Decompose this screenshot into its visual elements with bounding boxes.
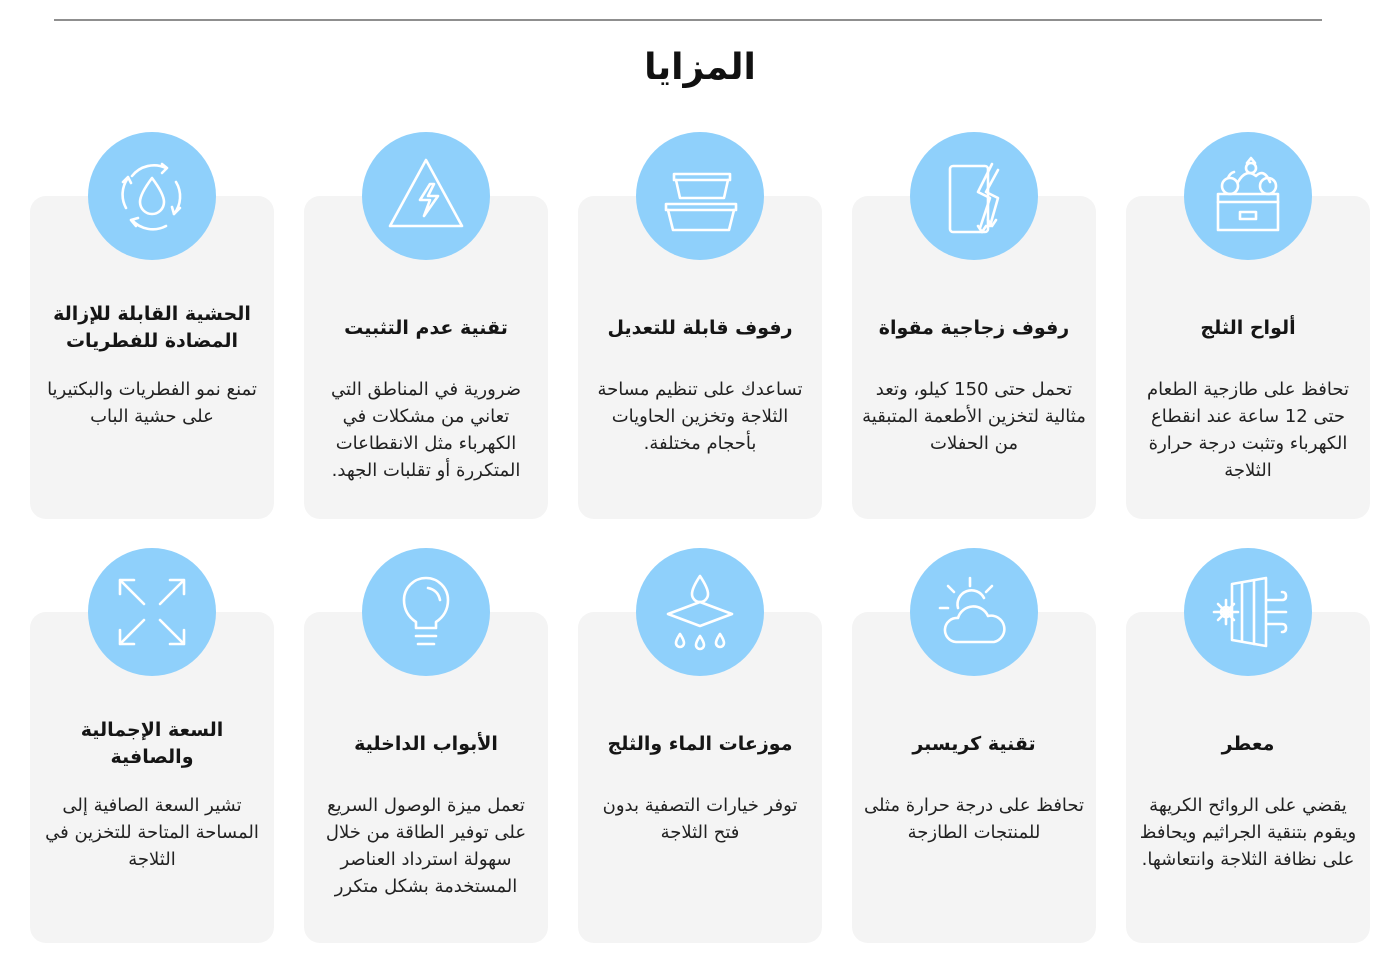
feature-title: موزعات الماء والثلج	[607, 732, 793, 755]
expand-arrows-icon	[88, 548, 216, 676]
feature-description: تشير السعة الصافية إلى المساحة المتاحة للتخزين في الثلاجة	[45, 795, 259, 870]
tempered-glass-shelf-icon	[910, 132, 1038, 260]
feature-title: تقنية عدم التثبيت	[344, 316, 508, 339]
feature-description: تحمل حتى 150 كيلو، وتعد مثالية لتخزين الأطعمة المتبقية من الحفلات	[862, 379, 1086, 454]
feature-card-capacity	[30, 612, 274, 943]
feature-title: ألواح الثلج	[1200, 316, 1296, 339]
feature-card-removable-gasket	[30, 196, 274, 519]
feature-description: توفر خيارات التصفية بدون فتح الثلاجة	[602, 795, 798, 843]
feature-description: تحافظ على طازجية الطعام حتى 12 ساعة عند انقطاع الكهرباء وتثبت درجة حرارة الثلاجة	[1147, 379, 1349, 481]
feature-title: رفوف زجاجية مقواة	[878, 316, 1070, 339]
feature-card-crisper	[852, 612, 1096, 943]
feature-card-dispenser	[578, 612, 822, 943]
feature-description: يقضي على الروائح الكريهة ويقوم بتنقية الجراثيم ويحافظ على نظافة الثلاجة وانتعاشها.	[1139, 795, 1357, 870]
feature-title: معطر	[1221, 732, 1275, 755]
feature-description: تساعدك على تنظيم مساحة الثلاجة وتخزين الحاويات بأحجام مختلفة.	[597, 379, 803, 454]
feature-card-inner-doors	[304, 612, 548, 943]
feature-title: السعة الإجمالية والصافية	[80, 719, 224, 768]
ice-tray-box-icon	[1184, 132, 1312, 260]
feature-title: تقنية كريسبر	[912, 732, 1036, 755]
water-filter-drops-icon	[636, 548, 764, 676]
feature-card-no-install	[304, 196, 548, 519]
feature-card-ice-packs	[1126, 196, 1370, 519]
water-drop-cycle-icon	[88, 132, 216, 260]
feature-title: الحشية القابلة للإزالة المضادة للفطريات	[53, 303, 251, 352]
feature-description: تمنع نمو الفطريات والبكتيريا على حشية الباب	[47, 379, 257, 427]
feature-description: تحافظ على درجة حرارة مثلى للمنتجات الطازجة	[863, 795, 1085, 843]
sun-cloud-icon	[910, 548, 1038, 676]
feature-description: تعمل ميزة الوصول السريع على توفير الطاقة من خلال سهولة استرداد العناصر المستخدمة بشكل متكرر	[325, 795, 527, 897]
feature-card-glass-shelves	[852, 196, 1096, 519]
feature-description: ضرورية في المناطق التي تعاني من مشكلات في الكهرباء مثل الانقطاعات المتكررة أو تقلبات الجهد.	[330, 379, 522, 481]
feature-card-adjustable-shelves	[578, 196, 822, 519]
light-bulb-icon	[362, 548, 490, 676]
air-purifier-icon	[1184, 548, 1312, 676]
stacked-containers-icon	[636, 132, 764, 260]
voltage-warning-icon	[362, 132, 490, 260]
feature-title: الأبواب الداخلية	[354, 732, 498, 755]
feature-title: رفوف قابلة للتعديل	[607, 316, 793, 339]
section-title: المزايا	[644, 47, 756, 88]
top-divider	[54, 19, 1322, 21]
feature-card-deodorizer	[1126, 612, 1370, 943]
